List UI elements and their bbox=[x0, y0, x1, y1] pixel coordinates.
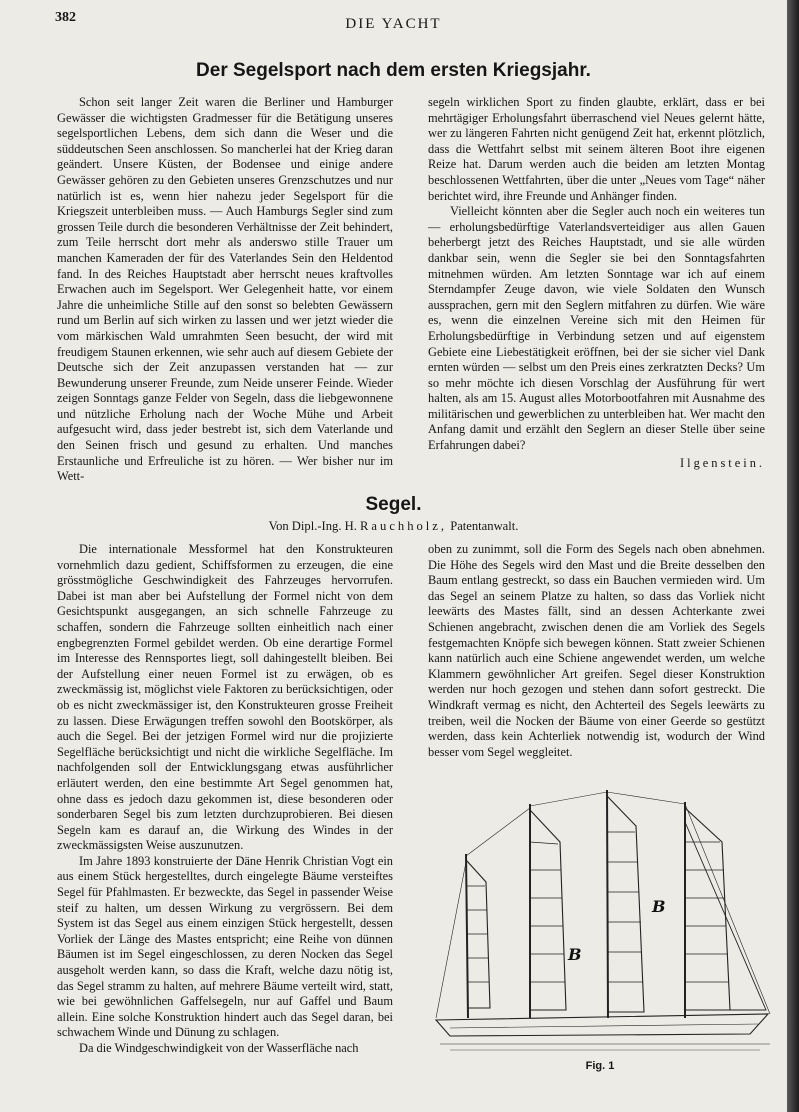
hull-drawing bbox=[436, 1014, 768, 1036]
paragraph: oben zu zunimmt, soll die Form des Segels nach oben abnehmen. Die Höhe des Segels wird den Mast und die Breite desselben den Baum entlang gestreckt, so dass ein Bauchen vermieden wird. Um das Segel an seinem Platze zu halten, so dass das Vorliek nicht leewärts des Mastes fällt, sind an dessen Achterkante zwei Schienen angebracht, zwischen denen die am Vorliek des Segels festgemachten Knöpfe sich bewegen können. Statt zweier Schienen kann natürlich auch eine Schiene angewendet werden, um welche Klammern gewöhnlicher Art greifen. Segel dieser Konstruktion werden nur hoch gezogen und stehen dann sofort gestreckt. Die Windkraft vermag es nicht, den Achterteil des Segels leewärts zu treiben, weil die Nocken der Bäume von einer Geerde so gestützt werden, dass kein Achterliek notwendig ist, wodurch der Wind besser vom Segel weggleitet. bbox=[428, 542, 765, 759]
running-title: DIE YACHT bbox=[345, 16, 442, 32]
paragraph: Schon seit langer Zeit waren die Berliner und Hamburger Gewässer die wichtigsten Gradmesser für die Betätigung unseres segelsportlichen Lebens, dem sich dann die Weser und die süddeutschen Seen anschlossen. So mancherlei hat der Krieg daran geändert. Unsere Küsten, der Bodensee und einige andere Gewässer gehören zu den Gebieten unseres Grenzschutzes und nur natürlich ist es, wenn hier nahezu jeder Segelsport für die Kriegszeit unterbleiben muss. — Auch Hamburgs Segler sind zum grossen Teile durch die besonderen Verhältnisse der Zeit behindert, zum Teile herrscht dort mehr als anderswo stille Trauer um manchen Kameraden der für des Vaterlandes Sein den Heldentod fand. In des Reiches Hauptstadt aber herrscht neues kraftvolles Erwachen auch im Segelsport. Wer Gelegenheit hatte, vor einem Jahre die unheimliche Stille auf den sonst so belebten Gewässern rund um Berlin auf sich wirken zu lassen und wer jetzt wieder die vom märkischen Wald umrahmten Seen besucht, der wird mit freudigem Staunen erkennen, wie sehr auch auf diesem Gebiete der Deutsche sich der Zeit anzupassen verstanden hat — zur Bewunderung unserer Freunde, zum Neide unserer Feinde. Wieder zeigen Sonntags ganze Felder von Segeln, dass die liebgewonnene und nützliche Erholung nach der Woche Mühe und Arbeit aufgesucht wird, dass jeder bestrebt ist, sich dem Vaterlande und den Seinen frisch und gesund zu erhalten. Und manches Erstaunliche und Erfreuliche ist zu hören. — Wer bisher nur im Wett- bbox=[57, 95, 393, 484]
byline-prefix: Von Dipl.-Ing. H. bbox=[268, 519, 357, 533]
article2-column-left bbox=[57, 542, 393, 1057]
paragraph: Im Jahre 1893 konstruierte der Däne Henrik Christian Vogt ein aus einem Stück hergestelltes, durch eingelegte Bäume versteiftes Segel für Pfahlmasten. Er bezweckte, das Segel in passender Weise steif zu halten, um dessen Wirkung zu vergrössern. Bei dem System ist das Segel aus einem einzigen Stück hergestellt, dessen Vorliek der Länge des Mastes entspricht; eine Reihe von dünnen Bäumen ist im Segel eingeschlossen, zu deren Nocken das Segel ausgeholt werden kann, so dass die Kraft, welche dazu nötig ist, das Segel stramm zu halten, auf mehrere Bäume verteilt wird, statt, wie bei gewöhnlichen Gaffelsegeln, nur auf Gaffel und Baum allein. Eine solche Konstruktion hindert auch das Segel daran, bei schwachem Winde und Dünung zu schlagen. bbox=[57, 853, 393, 1040]
article1-column-right bbox=[428, 95, 765, 471]
article-title: Segel. bbox=[365, 494, 422, 515]
sail-label: B bbox=[568, 945, 582, 964]
sail-rig-figure bbox=[430, 782, 782, 1082]
paragraph: segeln wirklichen Sport zu finden glaubte, erklärt, dass er bei mehrtägiger Erholungsfahrt überraschend viel Neues gelernt hätte, wer zu längeren Fahrten nicht genügend Zeit hat, erkennt plötzlich, dass die Wettfahrt selbst mit seinem älteren Boot ihre eigenen Reize hat. Darum werden auch die beiden am letzten Montag beschlossenen Wettfahrten, über die unter „Neues vom Tage“ näher berichtet wird, ihre Freunde und Anhänger finden. bbox=[428, 95, 765, 203]
article2-column-right bbox=[428, 542, 765, 760]
author-signature: Ilgenstein. bbox=[680, 455, 765, 470]
sail bbox=[530, 810, 566, 1010]
author-name: Rauchholz, bbox=[360, 519, 448, 533]
article1-column-left bbox=[57, 95, 393, 485]
sail-label: B bbox=[652, 897, 666, 916]
figure-caption: Fig. 1 bbox=[585, 1060, 615, 1072]
byline bbox=[0, 519, 787, 534]
sail bbox=[607, 796, 644, 1012]
article-title: Der Segelsport nach dem ersten Kriegsjahr. bbox=[196, 60, 591, 81]
paragraph: Da die Windgeschwindigkeit von der Wasserfläche nach bbox=[79, 1041, 359, 1055]
page-number: 382 bbox=[55, 10, 76, 25]
book-edge bbox=[787, 0, 799, 1112]
paragraph: Die internationale Messformel hat den Konstrukteuren vornehmlich dazu gedient, Schiffsformen zu erzeugen, die eine grösstmögliche Geschwindigkeit des Fahrzeuges hervorrufen. Dabei ist man aber bei Aufstellung der Formel nicht von dem Gesichtspunkt ausgegangen, an sich schnelle Fahrzeuge zu schaffen, sondern die Fahrzeuge sollten einheitlich nach einer engbegrenzten Formel gebildet werden. Ob eine derartige Formel im Interesse des Rennsportes liegt, soll dahingestellt bleiben. Bei der Aufstellung einer neuen Formel ist zu erwägen, ob es zweckmässig ist, möglichst viele Faktoren zu berücksichtigen, oder ob es nicht zweckmässiger ist, den Konstrukteuren grosse Freiheit zu lassen. Diese Erwägungen treffen sowohl den Bootskörper, als auch die Segel. Bei der jetzigen Formel wird nur die projizierte Segelfläche berücksichtigt und nicht die wirkliche Segelfläche. Im nachfolgenden soll der Entwicklungsgang etwas ausführlicher erläutert werden, den eine bestimmte Art Segel genommen hat, ohne dass es jedoch dazu gekommen ist, diese besonderen oder sonderbaren Segel bis zum letzten durchzuprobieren. Bei diesen Segeln kam es darauf an, die Wirkung des Windes in der zweckmässigsten Weise auszunutzen. bbox=[57, 542, 393, 853]
byline-suffix: Patentanwalt. bbox=[450, 519, 519, 533]
paragraph: Vielleicht könnten aber die Segler auch noch ein weiteres tun — erholungsbedürftige Vaterlandsverteidiger aus allen Gauen beherbergt jetzt des Reiches Hauptstadt, und sie alle würden dankbar sein, wenn die Segler sie bei den Sonntagsfahrten mitnehmen würden. Am letzten Sonntage war ich auf einem Sterndampfer Zeuge davon, wie viele Soldaten den Wunsch aussprachen, gern mit den Seglern mitfahren zu dürfen. Wie wäre es, wenn die einzelnen Vereine sich mit den Heimen für Erholungsbedürftige in Verbindung setzen und auf eigenstem Gebiete eine Liebestätigkeit eröffnen, bei der sie sicher viel Dank ernten würden — selbst um den Preis eines zerkratzten Decks? Um so mehr möchte ich diesen Vorschlag der Ausführung für wert halten, als am 15. August alles Motorbootfahren mit Ausnahme des militärischen und gewerblichen zu unterbleiben hat. Wer macht den Anfang damit und erzählt den Seglern an dieser Stelle über seine Erfahrungen dabei? bbox=[428, 204, 765, 453]
